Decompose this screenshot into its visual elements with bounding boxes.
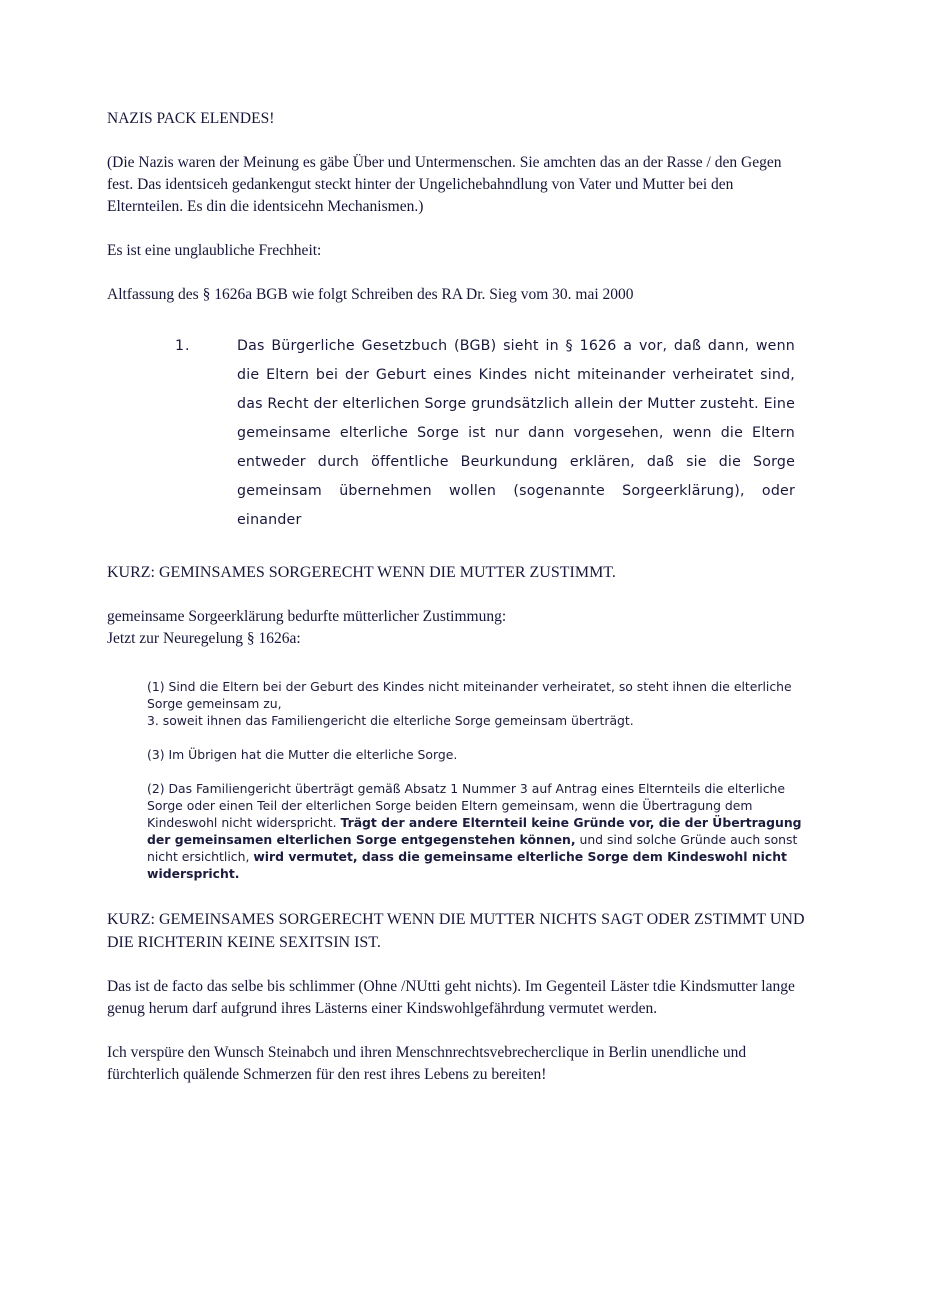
line-sorgeerklaerung: gemeinsame Sorgeerklärung bedurfte mütterlicher Zustimmung: bbox=[107, 608, 507, 625]
paragraph-wunsch: Ich verspüre den Wunsch Steinabch und ihren Menschnrechtsvebrecherclique in Berlin unendliche und fürchterlich quälende Schmerzen für den rest ihres Lebens zu bereiten! bbox=[107, 1044, 747, 1083]
paragraph-defacto: Das ist de facto das selbe bis schlimmer (Ohne /NUtti geht nichts). Im Gegenteil Läster tdie Kindsmutter lange genug herum darf aufgrund ihres Lästerns einer Kindswohlgefährdung vermutet werden. bbox=[107, 978, 795, 1017]
law-para-2-bold2: wird vermutet, dass die gemeinsame elterliche Sorge dem Kindeswohl nicht widerspricht. bbox=[147, 849, 787, 881]
list-number: 1. bbox=[175, 338, 191, 354]
document-title: NAZIS PACK ELENDES! bbox=[107, 110, 275, 127]
law-para-3: (3) Im Übrigen hat die Mutter die elterliche Sorge. bbox=[147, 747, 458, 762]
law-excerpt-block bbox=[147, 678, 807, 882]
intro-paragraph: (Die Nazis waren der Meinung es gäbe Über und Untermenschen. Sie amchten das an der Rasse / den Gegen fest. Das identsiceh gedankengut steckt hinter der Ungelichebahndlung von Vater und Mutter bei den Elternteilen. Es din die identsicehn Mechanismen.) bbox=[107, 154, 782, 215]
quote-text: Das Bürgerliche Gesetzbuch (BGB) sieht in § 1626 a vor, daß dann, wenn die Eltern bei der Geburt eines Kindes nicht miteinander verheiratet sind, das Recht der elterlichen Sorge grundsätzlich allein der Mutter zusteht. Eine gemeinsame elterliche Sorge ist nur dann vorgesehen, wenn die Eltern entweder durch öffentliche Beurkundung erklären, daß sie die Sorge gemeinsam übernehmen wollen (sogenannte Sorgeerklärung), oder einander bbox=[237, 338, 795, 528]
heading-kurz-2: KURZ: GEMEINSAMES SORGERECHT WENN DIE MUTTER NICHTS SAGT ODER ZSTIMMT UND DIE RICHTERIN KEINE SEXITSIN IST. bbox=[107, 911, 805, 951]
law-para-2 bbox=[147, 780, 807, 882]
line-altfassung: Altfassung des § 1626a BGB wie folgt Schreiben des RA Dr. Sieg vom 30. mai 2000 bbox=[107, 286, 634, 303]
heading-kurz-1: KURZ: GEMINSAMES SORGERECHT WENN DIE MUTTER ZUSTIMMT. bbox=[107, 564, 616, 581]
law-para-1a: (1) Sind die Eltern bei der Geburt des Kindes nicht miteinander verheiratet, so steht ihnen die elterliche Sorge gemeinsam zu, bbox=[147, 679, 792, 711]
law-para-2-part1: (2) Das Familiengericht überträgt gemäß Absatz 1 Nummer 3 auf Antrag eines Elternteils die elterliche Sorge oder einen Teil der elterlichen Sorge beiden Eltern gemeinsam, wenn die Übertragung dem Kindeswohl nicht widerspricht. bbox=[147, 781, 786, 830]
quoted-legal-paragraph bbox=[175, 332, 795, 535]
line-frechheit: Es ist eine unglaubliche Frechheit: bbox=[107, 242, 322, 259]
line-neuregelung: Jetzt zur Neuregelung § 1626a: bbox=[107, 630, 301, 647]
law-para-2-part2: und sind solche Gründe auch sonst nicht ersichtlich, bbox=[147, 832, 798, 864]
law-para-2-bold1: Trägt der andere Elternteil keine Gründe vor, die der Übertragung der gemeinsamen elterlichen Sorge entgegenstehen können, bbox=[147, 815, 802, 847]
law-para-1b: 3. soweit ihnen das Familiengericht die elterliche Sorge gemeinsam überträgt. bbox=[147, 713, 634, 728]
document-body bbox=[107, 108, 807, 1086]
